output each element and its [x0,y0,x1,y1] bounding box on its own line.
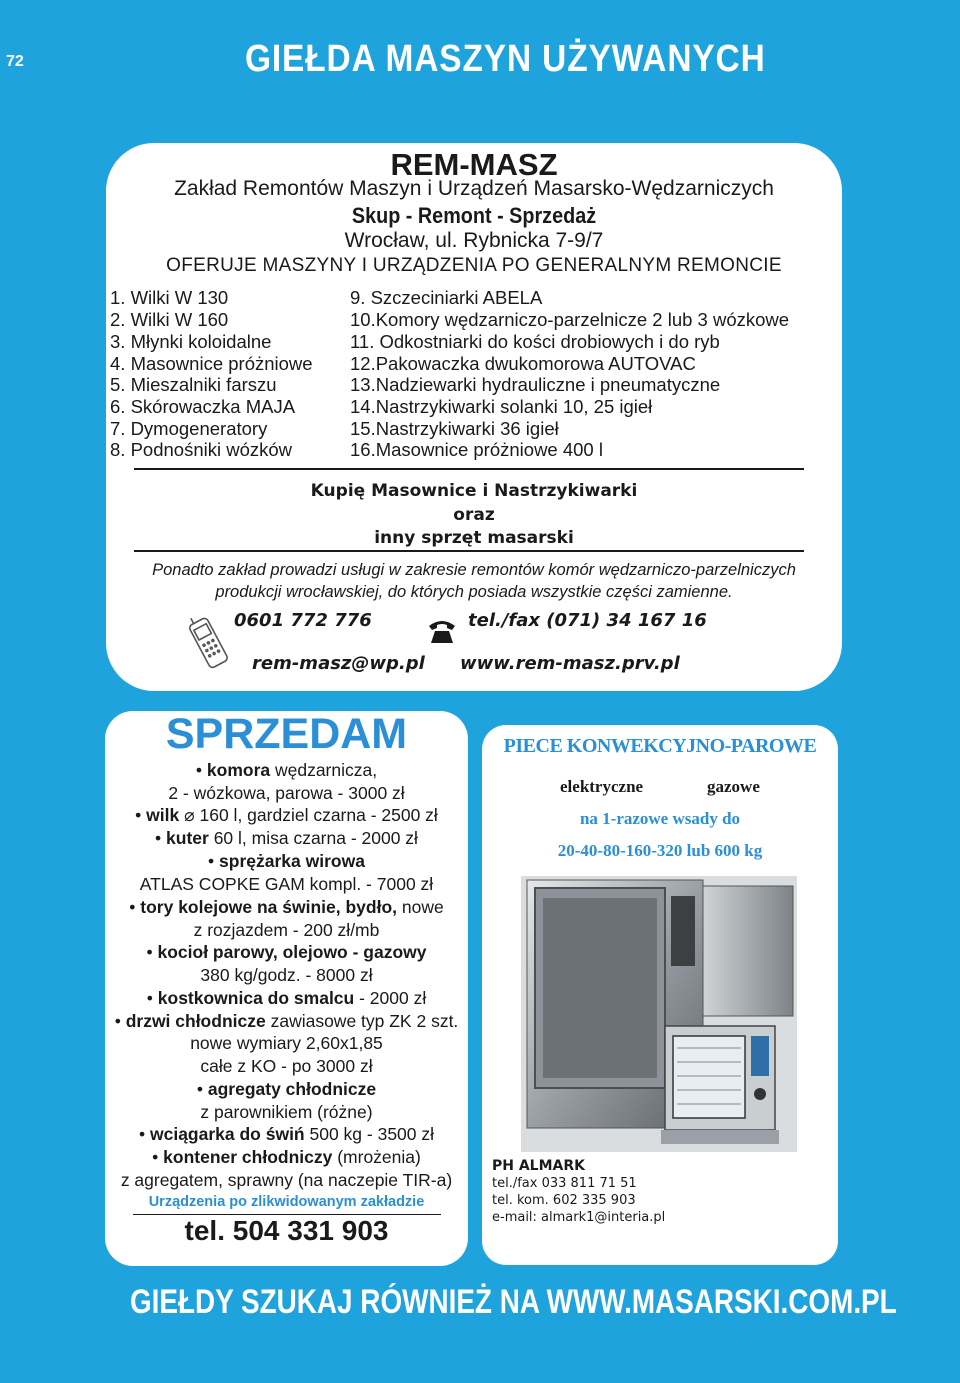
sale-line: 2 - wózkowa, parowa - 3000 zł [168,783,405,803]
buy-line: inny sprzęt masarski [374,528,574,548]
list-item: 4. Masownice próżniowe [110,353,313,374]
list-item: 2. Wilki W 160 [110,309,229,330]
sale-line: • wilk ⌀ 160 l, gardziel czarna - 2500 zł [135,805,438,825]
sale-line: nowe wymiary 2,60x1,85 [190,1033,383,1053]
sale-line: • kocioł parowy, olejowo - gazowy [146,942,427,962]
list-item: 6. Skórowaczka MAJA [110,396,296,417]
sale-line: • kontener chłodniczy (mrożenia) [152,1147,421,1167]
service-note: produkcji wrocławskiej, do których posiada wszystkie części zamienne. [215,583,733,601]
sale-line: • sprężarka wirowa [208,851,365,871]
list-item: 14.Nastrzykiwarki solanki 10, 25 igieł [350,396,653,417]
liquidated-note: Urządzenia po zlikwidowanym zakładzie [148,1194,425,1210]
remmasz-offer: OFERUJE MASZYNY I URZĄDZENIA PO GENERALNYM REMONCIE [166,255,782,276]
remmasz-services: Skup - Remont - Sprzedaż [351,203,597,228]
service-note: Ponadto zakład prowadzi usługi w zakresie remontów komór wędzarniczo-parzelniczych [152,561,796,579]
sprzedam-phone: tel. 504 331 903 [184,1215,389,1246]
sale-line: • kostkownica do smalcu - 2000 zł [146,988,427,1008]
list-item: 13.Nadziewarki hydrauliczne i pneumatyczne [350,374,721,395]
divider [134,550,804,552]
sale-line: z parownikiem (różne) [200,1102,373,1122]
sprzedam-title: SPRZEDAM [165,710,408,758]
list-item: 7. Dymogeneratory [110,418,268,439]
list-item: 15.Nastrzykiwarki 36 igieł [350,418,559,439]
sale-line: 380 kg/godz. - 8000 zł [200,965,373,985]
type-gas: gazowe [707,777,760,796]
oven-photo [521,876,797,1152]
company-name: PH ALMARK [492,1158,586,1174]
batch-note: na 1-razowe wsady do [579,809,741,828]
capacity-note: 20-40-80-160-320 lub 600 kg [557,841,763,860]
type-electric: elektryczne [560,777,644,796]
mobile-phone-icon [186,613,230,671]
page-number: 72 [6,53,24,70]
page-title: GIEŁDA MASZYN UŻYWANYCH [245,38,766,80]
sale-line: całe z KO - po 3000 zł [200,1056,373,1076]
sale-line: • agregaty chłodnicze [196,1079,377,1099]
sale-line: z rozjazdem - 200 zł/mb [193,920,380,940]
buy-line: oraz [453,505,495,525]
sale-line: • drzwi chłodnicze zawiasowe typ ZK 2 szt. [114,1011,459,1031]
remmasz-ad [106,143,842,691]
company-email[interactable]: e-mail: almark1@interia.pl [492,1210,666,1225]
divider [134,468,804,470]
mobile-number: 0601 772 776 [234,610,372,631]
list-item: 16.Masownice próżniowe 400 l [350,439,603,460]
list-item: 8. Podnośniki wózków [110,439,293,460]
sale-line: z agregatem, sprawny (na naczepie TIR-a) [120,1170,453,1190]
telephone-icon [426,617,458,645]
telfax-number: tel./fax (071) 34 167 16 [468,610,707,631]
list-item: 5. Mieszalniki farszu [110,374,277,395]
company-telfax: tel./fax 033 811 71 51 [492,1176,637,1191]
sale-line: ATLAS COPKE GAM kompl. - 7000 zł [139,874,434,894]
list-item: 9. Szczeciniarki ABELA [350,287,543,308]
sale-line: • tory kolejowe na świnie, bydło, nowe [129,897,444,917]
list-item: 11. Odkostniarki do kości drobiowych i do ryb [350,331,720,352]
sale-line: • komora wędzarnicza, [195,760,378,780]
sprzedam-ad [105,711,468,1266]
footer-text: GIEŁDY SZUKAJ RÓWNIEŻ NA WWW.MASARSKI.COM.PL [130,1283,897,1321]
sale-line: • wciągarka do świń 500 kg - 3500 zł [138,1124,435,1144]
list-item: 3. Młynki koloidalne [110,331,272,352]
list-item: 1. Wilki W 130 [110,287,229,308]
remmasz-address: Wrocław, ul. Rybnicka 7-9/7 [344,229,604,252]
piece-title: PIECE KONWEKCYJNO-PAROWE [503,735,817,757]
email-link[interactable]: rem-masz@wp.pl [252,653,425,674]
sale-line: • kuter 60 l, misa czarna - 2000 zł [155,828,418,848]
website-link[interactable]: www.rem-masz.prv.pl [460,653,680,674]
list-item: 10.Komory wędzarniczo-parzelnicze 2 lub 3 wózkowe [350,309,790,330]
company-mobile: tel. kom. 602 335 903 [492,1193,636,1208]
list-item: 12.Pakowaczka dwukomorowa AUTOVAC [350,353,696,374]
remmasz-subtitle: Zakład Remontów Maszyn i Urządzeń Masarsko-Wędzarniczych [174,177,774,200]
remmasz-title: REM-MASZ [390,147,558,182]
buy-line: Kupię Masownice i Nastrzykiwarki [310,481,638,501]
piece-ad [482,725,838,1265]
